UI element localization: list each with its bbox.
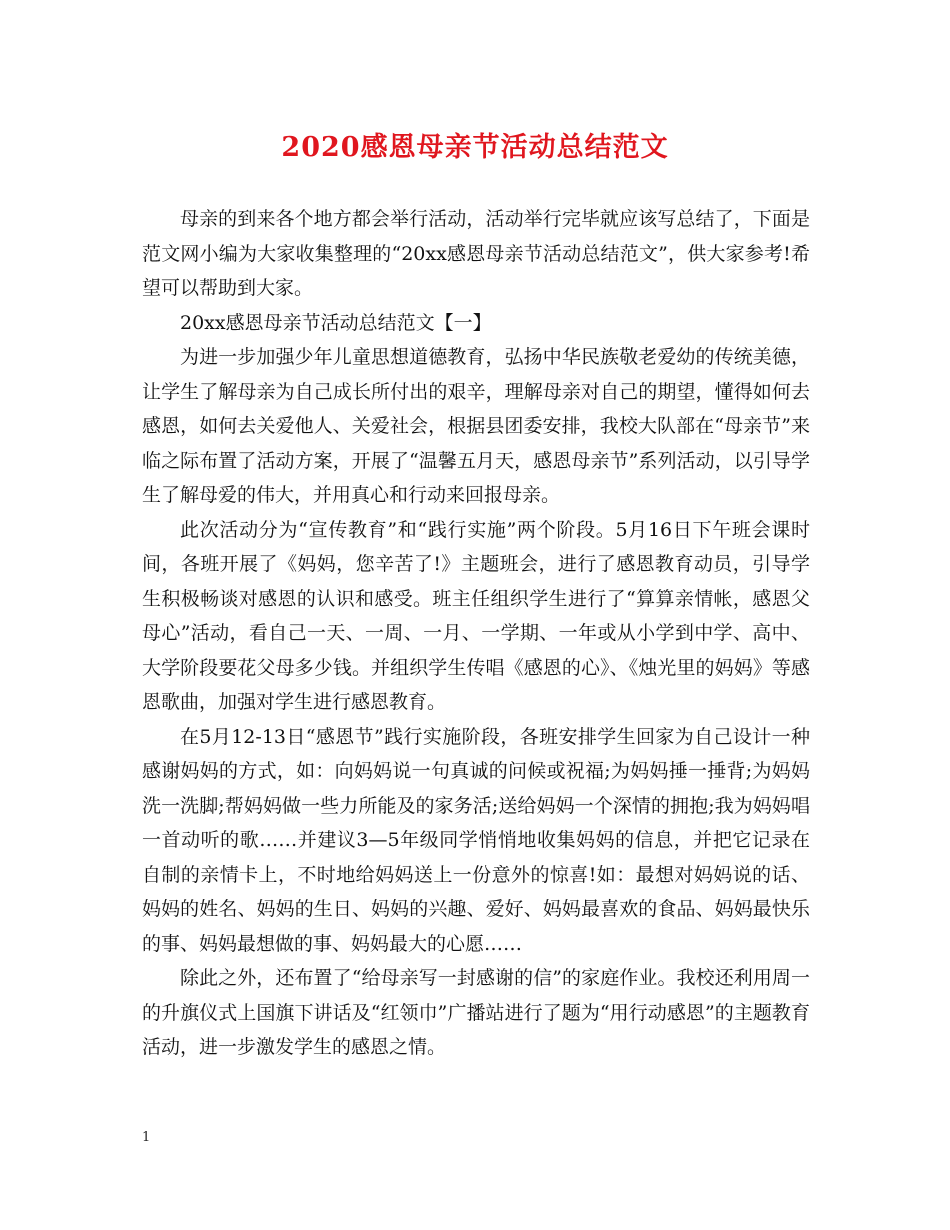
paragraph-intro: 母亲的到来各个地方都会举行活动，活动举行完毕就应该写总结了，下面是范文网小编为大家收集整理的“20xx感恩母亲节活动总结范文”，供大家参考!希望可以帮助到大家。	[142, 208, 810, 299]
document-body	[142, 202, 810, 1065]
document-title: 2020感恩母亲节活动总结范文	[281, 132, 669, 163]
paragraph-3: 在5月12-13日“感恩节”践行实施阶段，各班安排学生回家为自己设计一种感谢妈妈的方式，如：向妈妈说一句真诚的问候或祝福;为妈妈捶一捶背;为妈妈洗一洗脚;帮妈妈做一些力所能及的家务活;送给妈妈一个深情的拥抱;我为妈妈唱一首动听的歌……并建议3—5年级同学悄悄地收集妈妈的信息，并把它记录在自制的亲情卡上，不时地给妈妈送上一份意外的惊喜!如：最想对妈妈说的话、妈妈的姓名、妈妈的生日、妈妈的兴趣、爱好、妈妈最喜欢的食品、妈妈最快乐的事、妈妈最想做的事、妈妈最大的心愿……	[142, 725, 810, 955]
paragraph-1: 为进一步加强少年儿童思想道德教育，弘扬中华民族敬老爱幼的传统美德，让学生了解母亲为自己成长所付出的艰辛，理解母亲对自己的期望，懂得如何去感恩，如何去关爱他人、关爱社会，根据县团委安排，我校大队部在“母亲节”来临之际布置了活动方案，开展了“温馨五月天，感恩母亲节”系列活动，以引导学生了解母爱的伟大，并用真心和行动来回报母亲。	[142, 346, 810, 506]
section-heading: 20xx感恩母亲节活动总结范文【一】	[180, 311, 492, 334]
page-number: 1	[142, 1130, 151, 1145]
paragraph-4: 除此之外，还布置了“给母亲写一封感谢的信”的家庭作业。我校还利用周一的升旗仪式上国旗下讲话及“红领巾”广播站进行了题为“用行动感恩”的主题教育活动，进一步激发学生的感恩之情。	[142, 967, 810, 1058]
paragraph-2: 此次活动分为“宣传教育”和“践行实施”两个阶段。5月16日下午班会课时间，各班开展了《妈妈，您辛苦了!》主题班会，进行了感恩教育动员，引导学生积极畅谈对感恩的认识和感受。班主任组织学生进行了“算算亲情帐，感恩父母心”活动，看自己一天、一周、一月、一学期、一年或从小学到中学、高中、大学阶段要花父母多少钱。并组织学生传唱《感恩的心》、《烛光里的妈妈》等感恩歌曲，加强对学生进行感恩教育。	[142, 518, 810, 713]
